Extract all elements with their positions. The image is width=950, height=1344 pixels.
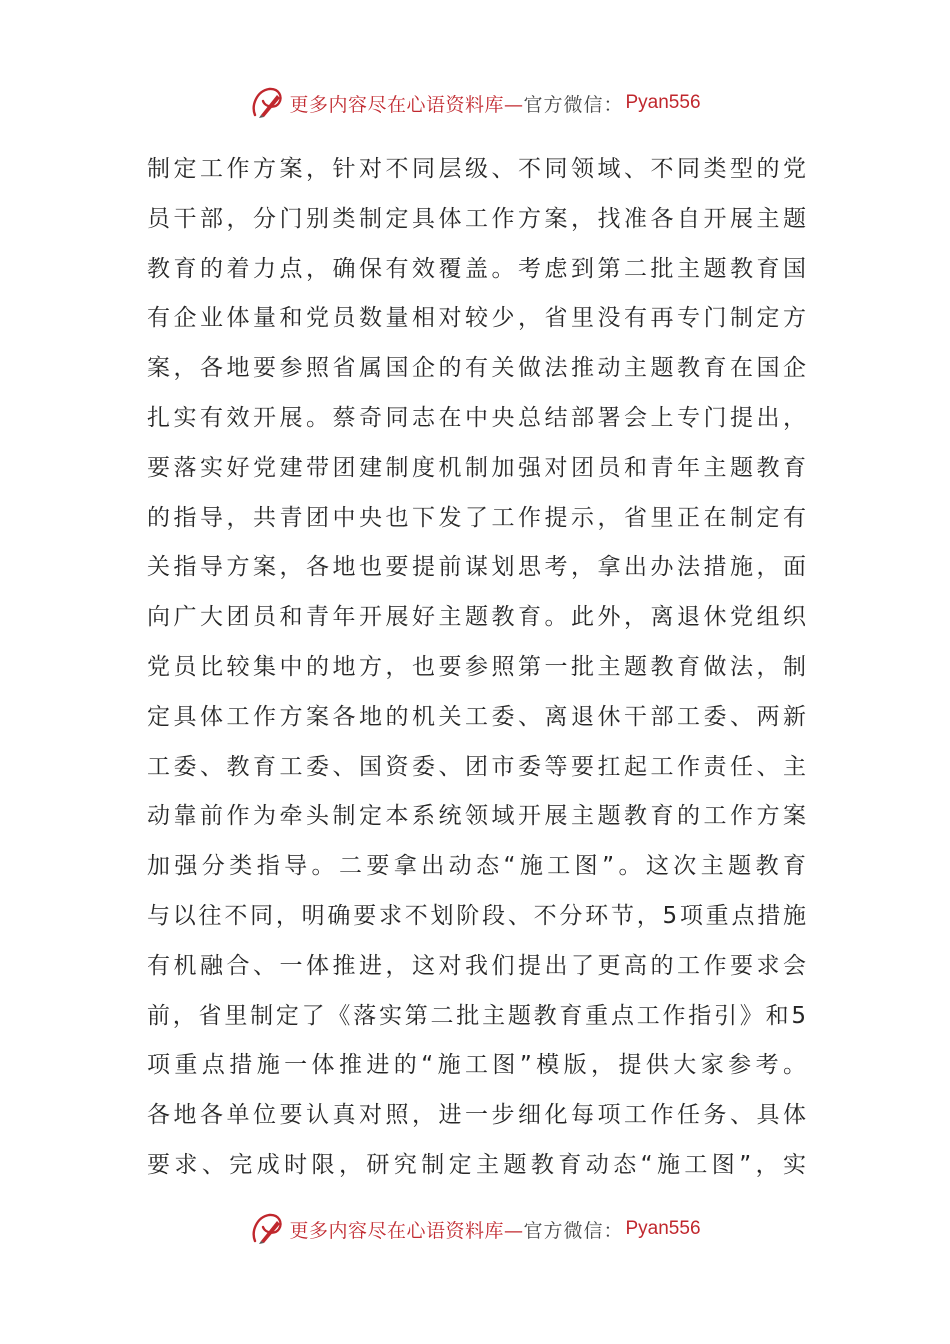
body-line: 教育的着力点，确保有效覆盖。考虑到第二批主题教育国 [147,255,807,282]
body-line: 党员比较集中的地方，也要参照第一批主题教育做法，制 [147,653,807,680]
body-line: 扎实有效开展。蔡奇同志在中央总结部署会上专门提出， [147,404,807,431]
header-wechat-label: 官方微信： [523,93,624,116]
footer-brand-text: 更多内容尽在心语资料库— [289,1219,524,1242]
document-body [147,145,807,1191]
footer-banner [0,1209,950,1249]
body-line: 有企业体量和党员数量相对较少，省里没有再专门制定方 [147,305,807,332]
body-line: 与以往不同，明确要求不划阶段、不分环节，5项重点措施 [147,902,807,929]
body-line: 要落实好党建带团建制度机制加强对团员和青年主题教育 [147,454,807,481]
body-line: 动靠前作为牵头制定本系统领域开展主题教育的工作方案 [147,803,807,830]
body-line: 制定工作方案，针对不同层级、不同领域、不同类型的党 [147,156,807,182]
footer-wechat-id: Pyan556 [625,1218,701,1239]
body-line: 各地各单位要认真对照，进一步细化每项工作任务、具体 [147,1102,807,1129]
body-line: 要求、完成时限，研究制定主题教育动态“施工图”，实 [147,1151,807,1178]
body-line: 案，各地要参照省属国企的有关做法推动主题教育在国企 [147,355,807,382]
body-line: 的指导，共青团中央也下发了工作提示，省里正在制定有 [147,504,807,531]
footer-wechat-label: 官方微信： [523,1219,624,1242]
pen-logo-icon [249,85,285,121]
body-line: 工委、教育工委、国资委、团市委等要扛起工作责任、主 [147,753,807,780]
body-line: 加强分类指导。二要拿出动态“施工图”。这次主题教育 [147,853,807,880]
pen-logo-icon [249,1211,285,1247]
body-line: 有机融合、一体推进，这对我们提出了更高的工作要求会 [147,952,807,979]
body-line: 项重点措施一体推进的“施工图”模版，提供大家参考。 [147,1052,807,1079]
body-line: 定具体工作方案各地的机关工委、离退休干部工委、两新 [147,703,807,730]
body-line: 前，省里制定了《落实第二批主题教育重点工作指引》和5 [147,1002,807,1029]
header-wechat-id: Pyan556 [625,92,701,113]
body-line: 关指导方案，各地也要提前谋划思考，拿出办法措施，面 [147,554,807,581]
header-banner [0,83,950,123]
body-line: 向广大团员和青年开展好主题教育。此外，离退休党组织 [147,604,807,631]
header-brand-text: 更多内容尽在心语资料库— [289,93,524,116]
body-line: 员干部，分门别类制定具体工作方案，找准各自开展主题 [147,205,807,232]
